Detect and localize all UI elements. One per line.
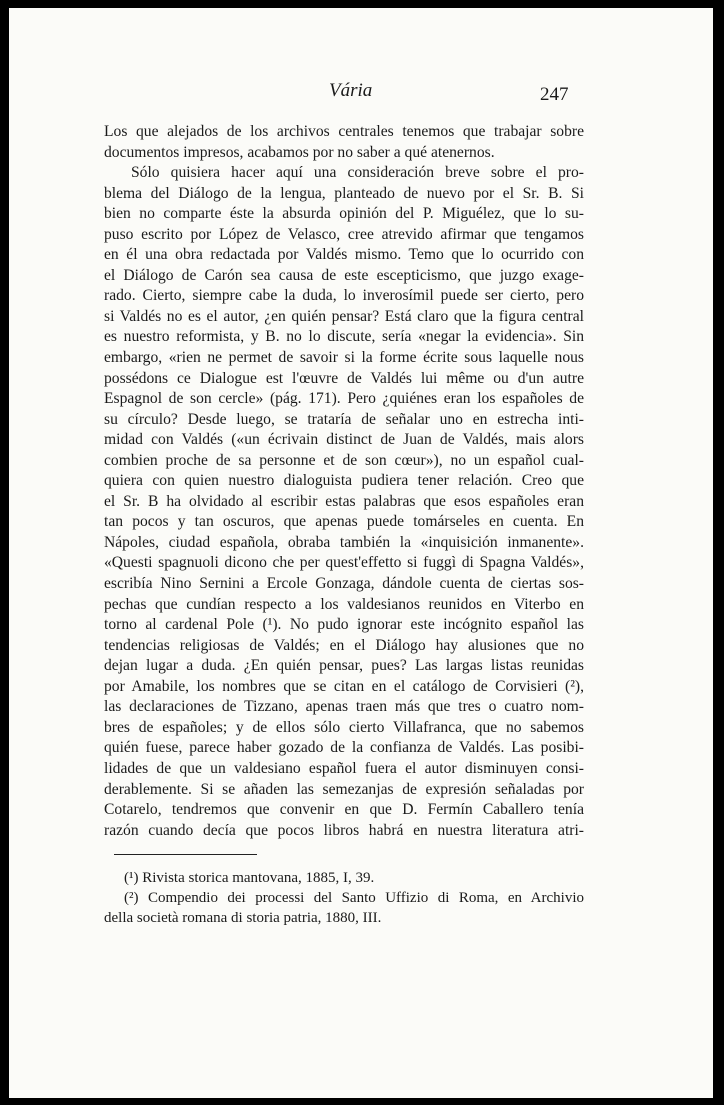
text-line: Sólo quisiera hacer aquí una consideración breve sobre el pro- bbox=[131, 164, 584, 182]
footnotes bbox=[104, 868, 584, 928]
text-line: rado. Cierto, siempre cabe la duda, lo inverosímil puede ser cierto, pero bbox=[104, 287, 584, 305]
text-line: embargo, «rien ne permet de savoir si la forme écrite sous laquelle nous bbox=[104, 349, 584, 367]
text-line: el Sr. B ha olvidado al escribir estas palabras que esos españoles eran bbox=[104, 492, 584, 510]
text-line: Los que alejados de los archivos centrales tenemos que trabajar sobre bbox=[104, 123, 584, 140]
text-line: lidades de que un valdesiano español fuera el autor disminuyen consi- bbox=[104, 759, 584, 777]
text-line: quiera con quien nuestro dialoguista pudiera tener relación. Creo que bbox=[104, 472, 584, 490]
text-line: Espagnol de son cercle» (pág. 171). Pero ¿quiénes eran los españoles de bbox=[104, 390, 584, 408]
footnote-rule bbox=[114, 854, 257, 855]
text-line: torno al cardenal Pole (¹). No pudo ignorar este incógnito español las bbox=[104, 616, 584, 634]
text-line: en él una obra redactada por Valdés mismo. Temo que lo ocurrido con bbox=[104, 246, 584, 264]
text-line: Cotarelo, tendremos que convenir en que D. Fermín Caballero tenía bbox=[104, 801, 584, 819]
text-line: el Diálogo de Carón sea causa de este escepticismo, que juzgo exage- bbox=[104, 266, 584, 284]
book-page bbox=[9, 8, 713, 1098]
text-line: tendencias religiosas de Valdés; en el Diálogo hay alusiones que no bbox=[104, 636, 584, 654]
text-line: possédons ce Dialogue est l'œuvre de Valdés lui même ou d'un autre bbox=[104, 369, 584, 387]
text-line: puso escrito por López de Velasco, cree atrevido afirmar que tengamos bbox=[104, 225, 584, 243]
text-line: si Valdés no es el autor, ¿en quién pensar? Está claro que la figura central bbox=[104, 307, 584, 325]
running-head: Vária bbox=[329, 80, 373, 101]
text-line: por Amabile, los nombres que se citan en el catálogo de Corvisieri (²), bbox=[104, 677, 584, 695]
text-line: blema del Diálogo de la lengua, planteado de nuevo por el Sr. B. Si bbox=[104, 184, 584, 202]
text-line: escribía Nino Sernini a Ercole Gonzaga, dándole cuenta de ciertas sos- bbox=[104, 575, 584, 593]
footnote-line: della società romana di storia patria, 1880, III. bbox=[104, 910, 382, 926]
text-line: su círculo? Desde luego, se trataría de señalar uno en estrecha inti- bbox=[104, 410, 584, 428]
text-line: razón cuando decía que pocos libros habrá en nuestra literatura atri- bbox=[104, 821, 584, 839]
body-text bbox=[104, 122, 584, 841]
text-line: las declaraciones de Tizzano, apenas traen más que tres o cuatro nom- bbox=[104, 698, 584, 716]
text-line: es nuestro reformista, y B. no lo discute, sería «negar la evidencia». Sin bbox=[104, 328, 584, 346]
text-line: documentos impresos, acabamos por no saber a qué atenernos. bbox=[104, 143, 495, 161]
text-line: midad con Valdés («un écrivain distinct de Juan de Valdés, mais alors bbox=[104, 431, 584, 449]
text-line: derablemente. Si se añaden las semezanjas de expresión señaladas por bbox=[104, 780, 584, 798]
text-line: tan pocos y tan oscuros, que apenas puede tomárseles en cuenta. En bbox=[104, 513, 584, 531]
text-line: quién fuese, parece haber gozado de la confianza de Valdés. Las posibi- bbox=[104, 739, 584, 757]
text-line: bres de españoles; y de ellos sólo cierto Villafranca, que no sabemos bbox=[104, 718, 584, 736]
text-line: «Questi spagnuoli dicono che per quest'effetto si fuggì di Spagna Valdés», bbox=[104, 554, 584, 572]
text-line: combien proche de sa personne et de son cœur»), no un español cual- bbox=[104, 451, 584, 469]
page-number: 247 bbox=[540, 84, 569, 105]
text-line: dejan lugar a duda. ¿En quién pensar, pues? Las largas listas reunidas bbox=[104, 657, 584, 675]
footnote-line: (¹) Rivista storica mantovana, 1885, I, 39. bbox=[124, 870, 375, 886]
text-line: pechas que cundían respecto a los valdesianos reunidos en Viterbo en bbox=[104, 595, 584, 613]
text-line: Nápoles, ciudad española, obraba también la «inquisición inmanente». bbox=[104, 533, 584, 551]
footnote-line: (²) Compendio dei processi del Santo Uffizio di Roma, en Archivio bbox=[124, 890, 584, 906]
text-line: bien no comparte éste la absurda opinión del P. Miguélez, que lo su- bbox=[104, 205, 584, 223]
